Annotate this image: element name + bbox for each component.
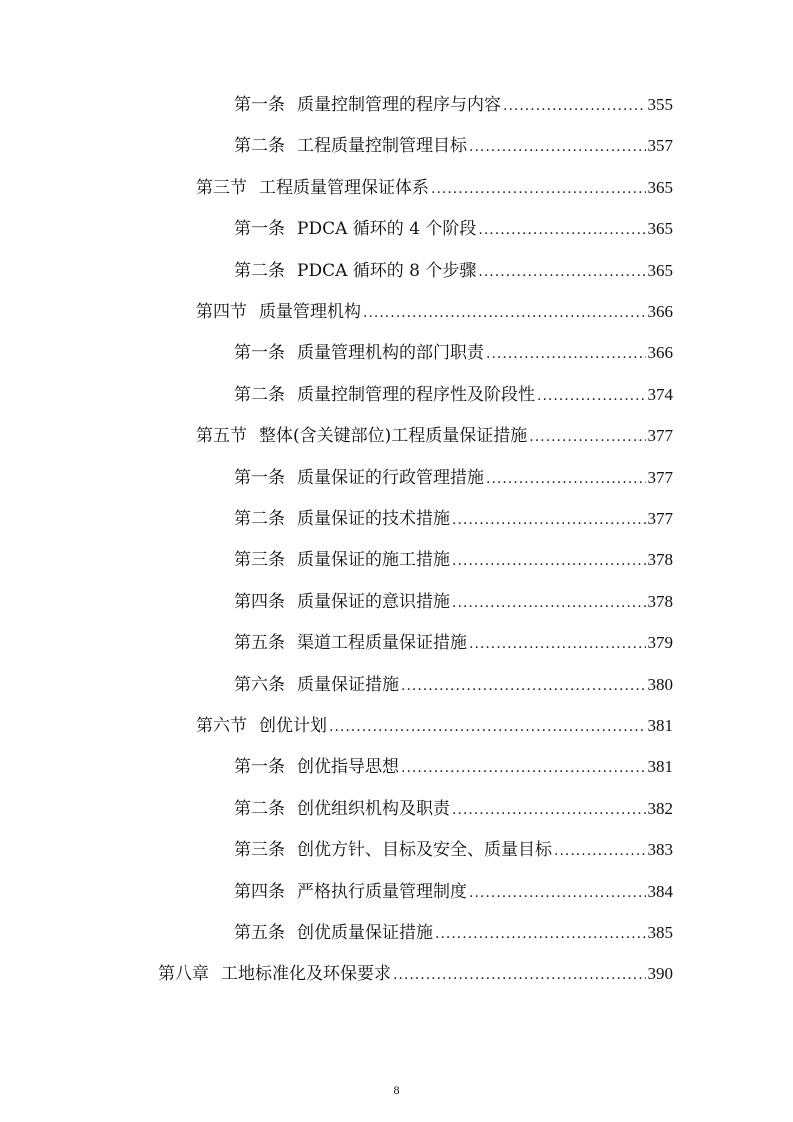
toc-dot-leader	[329, 712, 646, 742]
toc-dot-leader	[431, 174, 646, 204]
toc-entry-label: 第八章	[158, 964, 209, 985]
toc-entry-page: 379	[647, 633, 673, 653]
toc-entry-title: 质量保证的施工措施	[297, 550, 450, 571]
toc-entry-label: 第二条	[234, 136, 285, 157]
toc-entry-label: 第二条	[234, 509, 285, 529]
toc-entry[interactable]	[234, 877, 673, 907]
toc-entry-page: 365	[647, 219, 673, 239]
toc-entry-title: 整体(含关键部位)工程质量保证措施	[259, 426, 528, 447]
toc-entry-title: PDCA 循环的 4 个阶段	[297, 219, 477, 240]
toc-entry-title: 创优方针、目标及安全、质量目标	[297, 840, 552, 861]
toc-entry[interactable]	[234, 628, 673, 658]
toc-entry-page: 374	[647, 384, 673, 404]
toc-dot-leader	[469, 629, 646, 659]
toc-entry-label: 第四条	[234, 591, 285, 612]
toc-dot-leader	[486, 339, 646, 369]
toc-entry-page: 383	[647, 840, 673, 860]
toc-entry[interactable]	[234, 918, 673, 948]
toc-entry-page: 381	[647, 716, 673, 735]
toc-entry-page: 365	[647, 177, 673, 197]
toc-entry-page: 385	[647, 923, 673, 942]
toc-entry-title: 质量保证措施	[297, 674, 399, 695]
toc-entry[interactable]	[196, 711, 673, 741]
toc-entry[interactable]	[158, 959, 673, 989]
toc-entry-title: 创优指导思想	[297, 757, 399, 778]
toc-entry-label: 第六节	[196, 716, 247, 736]
toc-dot-leader	[537, 381, 646, 411]
toc-entry[interactable]	[234, 794, 673, 824]
toc-dot-leader	[452, 505, 646, 535]
toc-entry-title: 工程质量管理保证体系	[259, 177, 429, 198]
toc-entry-label: 第三节	[196, 177, 247, 198]
toc-entry-page: 382	[647, 798, 673, 818]
toc-dot-leader	[503, 91, 646, 121]
toc-dot-leader	[452, 588, 646, 618]
toc-entry-title: 质量保证的技术措施	[297, 509, 450, 529]
toc-entry-page: 355	[647, 95, 673, 114]
toc-dot-leader	[554, 836, 646, 866]
toc-dot-leader	[486, 464, 646, 494]
toc-entry-label: 第二条	[234, 798, 285, 819]
toc-entry[interactable]	[234, 338, 673, 368]
toc-entry-title: 严格执行质量管理制度	[297, 881, 467, 902]
toc-dot-leader	[478, 215, 645, 245]
toc-entry-title: 质量保证的意识措施	[297, 591, 450, 612]
toc-entry[interactable]	[196, 173, 673, 203]
toc-entry[interactable]	[234, 256, 673, 286]
toc-dot-leader	[529, 422, 645, 452]
toc-entry-page: 380	[647, 674, 673, 694]
page-number: 8	[393, 1083, 400, 1097]
toc-entry-title: 工地标准化及环保要求	[221, 964, 391, 985]
toc-entry-page: 377	[647, 426, 673, 446]
toc-dot-leader	[478, 257, 645, 287]
toc-entry-label: 第一条	[234, 343, 285, 364]
toc-entry-label: 第三条	[234, 550, 285, 571]
toc-entry-title: 质量管理机构的部门职责	[297, 343, 484, 364]
toc-entry-title: 工程质量控制管理目标	[297, 136, 467, 157]
toc-entry-page: 378	[647, 550, 673, 570]
toc-entry-label: 第一条	[234, 219, 285, 240]
toc-entry-page: 365	[647, 260, 673, 280]
toc-entry[interactable]	[234, 90, 673, 120]
toc-entry[interactable]	[234, 545, 673, 575]
toc-entry-label: 第二条	[234, 384, 285, 405]
toc-entry[interactable]	[234, 463, 673, 493]
toc-entry-page: 377	[647, 467, 673, 487]
toc-entry-page: 378	[647, 591, 673, 611]
toc-entry[interactable]	[234, 835, 673, 865]
toc-entry-title: PDCA 循环的 8 个步骤	[297, 260, 477, 281]
toc-entry-label: 第一条	[234, 467, 285, 488]
toc-entry-label: 第四节	[196, 302, 247, 322]
toc-dot-leader	[363, 298, 646, 328]
toc-dot-leader	[452, 795, 646, 825]
toc-dot-leader	[469, 878, 646, 908]
toc-entry-page: 384	[647, 881, 673, 901]
toc-entry-label: 第二条	[234, 260, 285, 281]
toc-entry[interactable]	[234, 587, 673, 617]
toc-entry-title: 渠道工程质量保证措施	[297, 633, 467, 654]
toc-dot-leader	[435, 919, 646, 949]
toc-entry[interactable]	[196, 297, 673, 327]
toc-entry-title: 创优质量保证措施	[297, 923, 433, 943]
toc-entry-page: 377	[647, 509, 673, 528]
toc-entry-title: 创优计划	[259, 716, 327, 736]
toc-entry[interactable]	[234, 214, 673, 244]
toc-entry-label: 第五条	[234, 633, 285, 654]
toc-entry-page: 381	[647, 757, 673, 777]
toc-entry[interactable]	[196, 421, 673, 451]
toc-entry-title: 质量控制管理的程序性及阶段性	[297, 384, 535, 405]
toc-entry-title: 质量管理机构	[259, 302, 361, 322]
toc-entry-page: 357	[647, 136, 673, 156]
toc-entry-page: 366	[647, 343, 673, 363]
toc-entry[interactable]	[234, 670, 673, 700]
toc-entry-label: 第四条	[234, 881, 285, 902]
toc-entry[interactable]	[234, 504, 673, 534]
toc-entry-label: 第六条	[234, 674, 285, 695]
toc-dot-leader	[401, 671, 646, 701]
toc-dot-leader	[469, 132, 646, 162]
toc-dot-leader	[452, 546, 646, 576]
toc-entry-title: 质量保证的行政管理措施	[297, 467, 484, 488]
toc-entry-page: 390	[647, 964, 673, 984]
toc-dot-leader	[393, 960, 646, 990]
toc-entry-page: 366	[647, 302, 673, 321]
toc-entry-title: 创优组织机构及职责	[297, 798, 450, 819]
toc-entry-label: 第五节	[196, 426, 247, 447]
toc-entry[interactable]	[234, 380, 673, 410]
toc-entry-title: 质量控制管理的程序与内容	[297, 95, 501, 115]
toc-entry[interactable]	[234, 752, 673, 782]
toc-entry[interactable]	[234, 131, 673, 161]
toc-entry-label: 第一条	[234, 757, 285, 778]
toc-dot-leader	[401, 753, 646, 783]
toc-entry-label: 第五条	[234, 923, 285, 943]
toc-entry-label: 第一条	[234, 95, 285, 115]
toc-entry-label: 第三条	[234, 840, 285, 861]
